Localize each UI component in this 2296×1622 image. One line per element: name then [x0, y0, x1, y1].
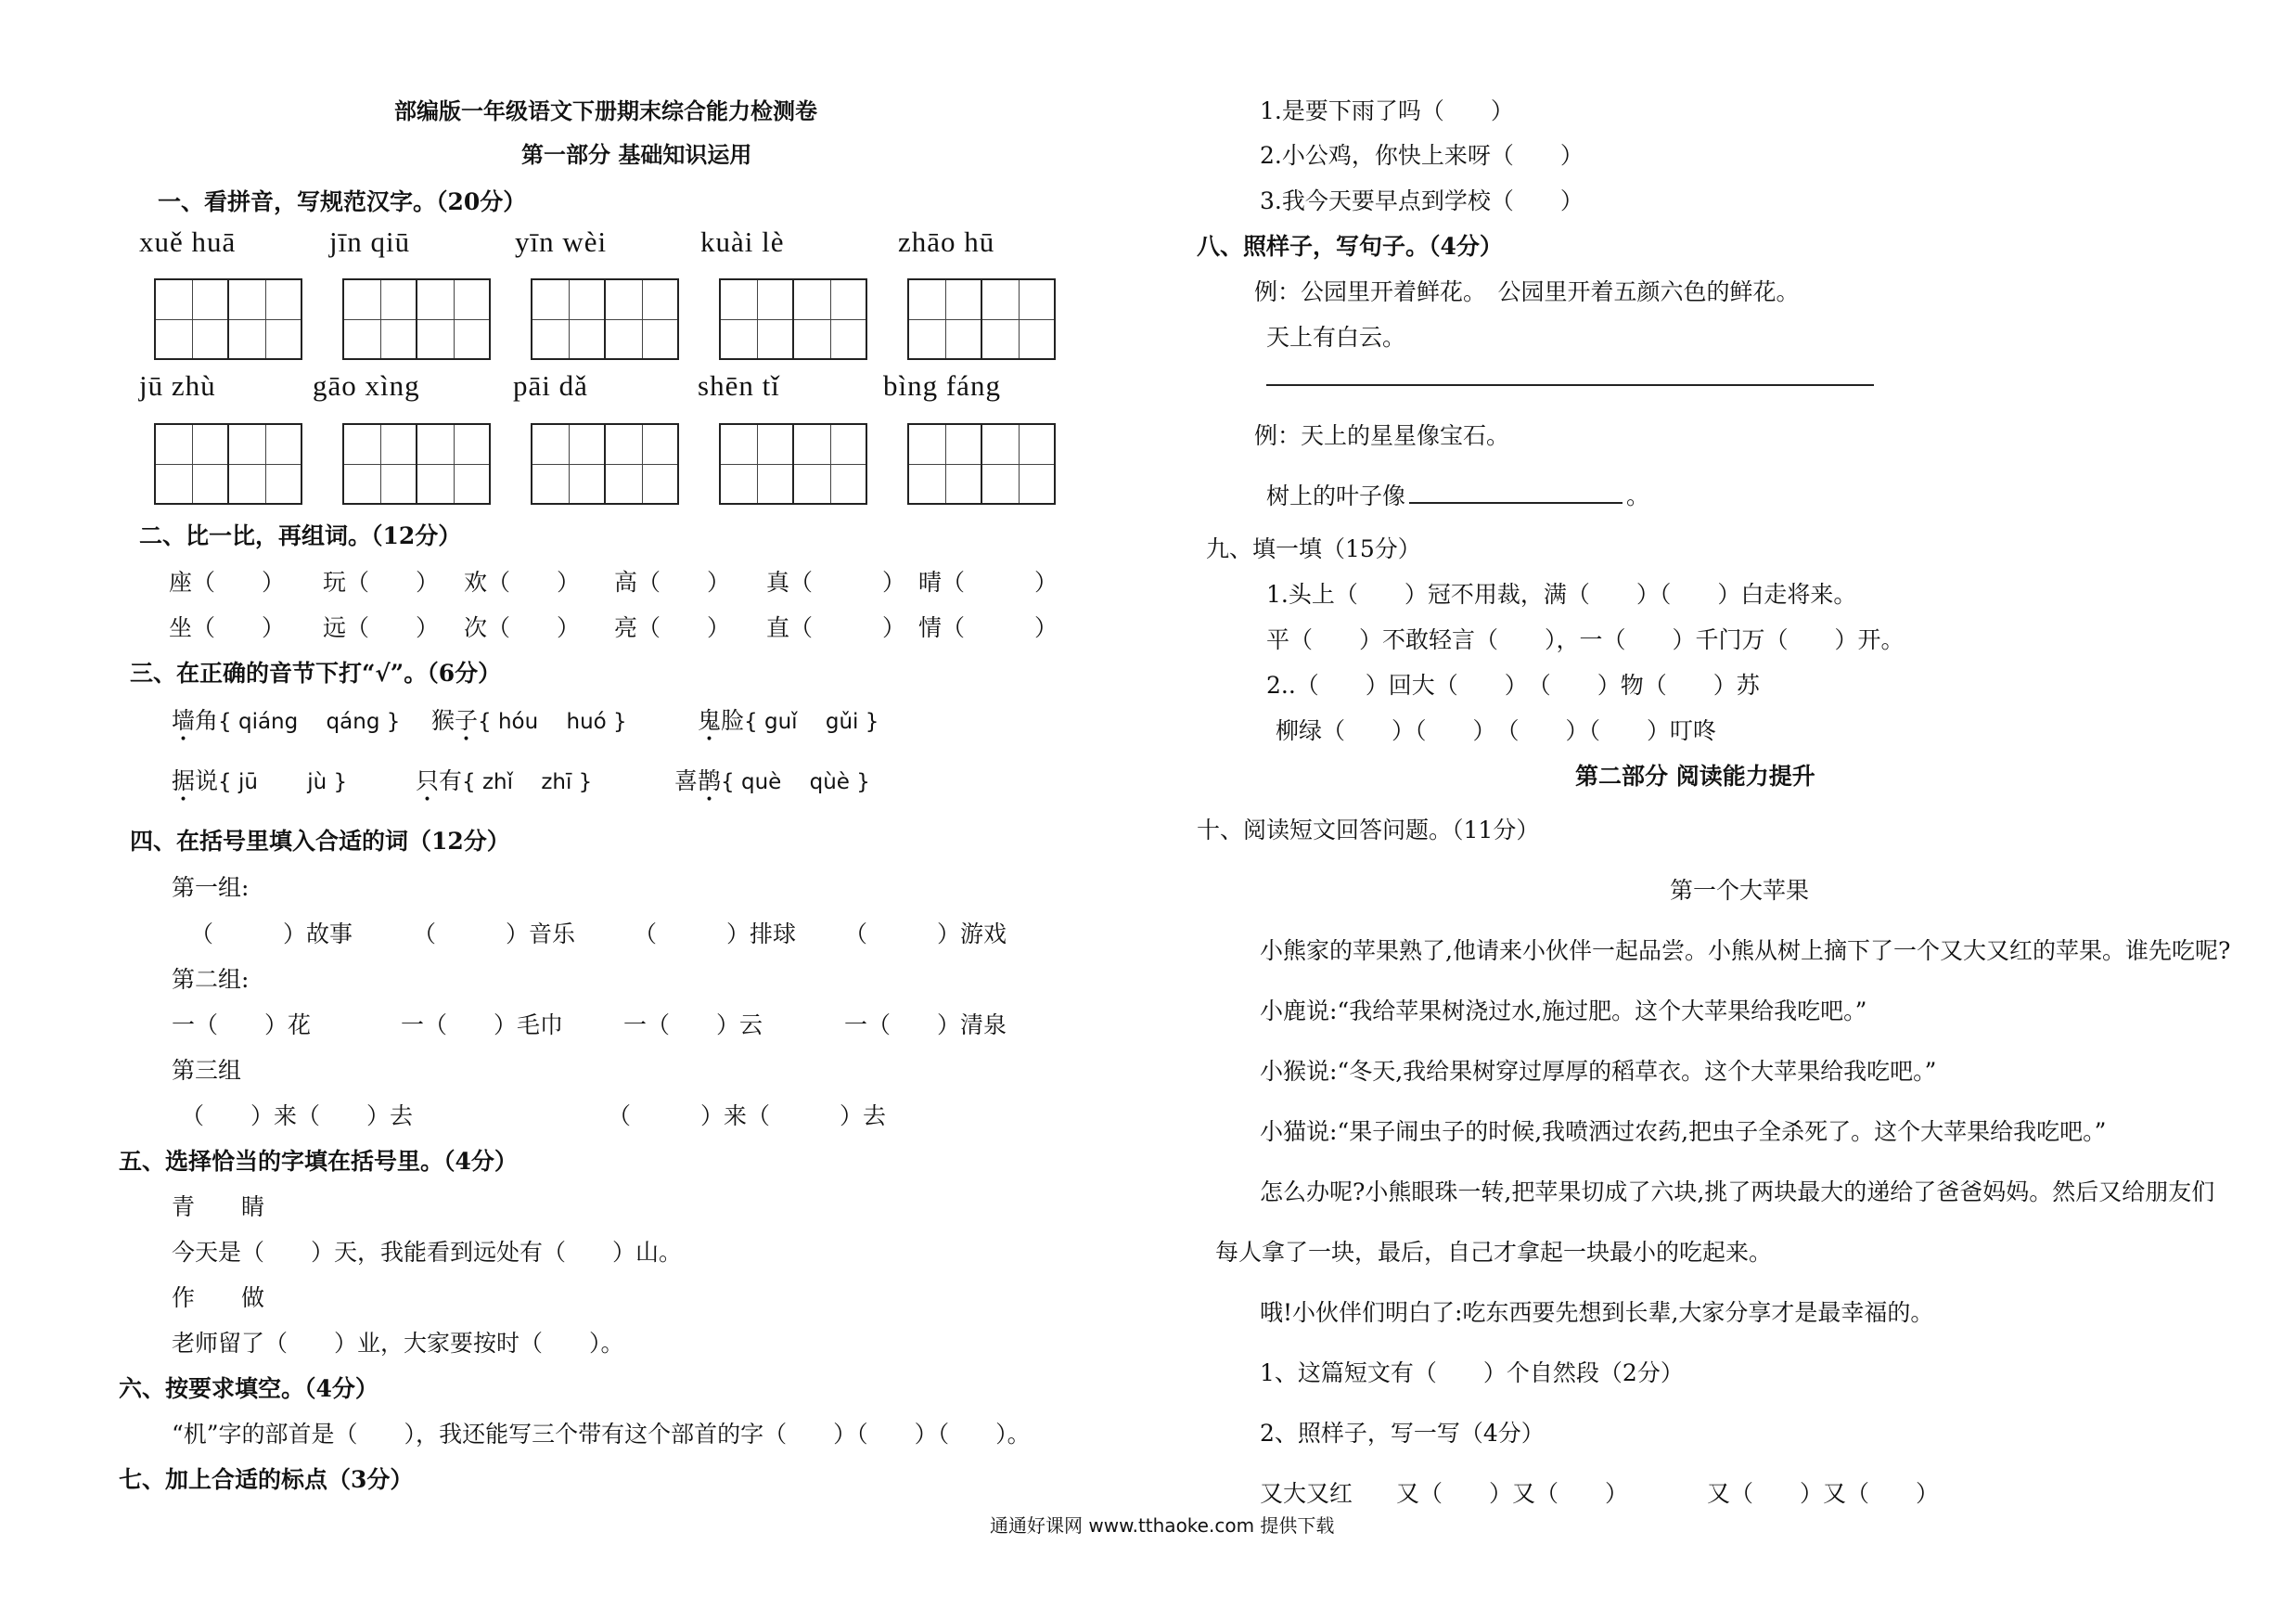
pinyin-label: yīn wèi: [515, 225, 608, 258]
fill-item: 一（ ）花: [172, 1011, 312, 1038]
pinyin-label: jīn qiū: [329, 225, 411, 258]
compare-item: 直（ ）: [766, 614, 906, 641]
writing-grid[interactable]: [531, 278, 677, 360]
writing-grid[interactable]: [907, 278, 1054, 360]
compare-item: 真（ ）: [766, 569, 906, 596]
writing-grid[interactable]: [719, 278, 866, 360]
poem-line: 1.头上（ ）冠不用裁，满（ ）（ ）白走将来。: [1266, 581, 1857, 608]
compare-item: 情（ ）: [918, 614, 1058, 641]
section-2-heading: 二、比一比，再组词。（12分）: [139, 522, 462, 549]
part-one-title: 第一部分 基础知识运用: [521, 141, 752, 168]
sentence: 老师留了（ ）业，大家要按时（ ）。: [172, 1330, 624, 1357]
compare-item: 晴（ ）: [918, 569, 1058, 596]
pinyin-label: pāi dǎ: [513, 369, 588, 402]
fill-item: 又（ ）又（ ）: [1707, 1480, 1940, 1507]
answer-line[interactable]: [1409, 502, 1623, 504]
fill-item: （ ）排球: [634, 920, 797, 947]
sentence: 天上有白云。: [1266, 324, 1406, 351]
fill-item: （ ）音乐: [413, 920, 576, 947]
writing-grid[interactable]: [154, 278, 301, 360]
story-paragraph: 小猫说:“果子闹虫子的时候,我喷洒过农药,把虫子全杀死了。这个大苹果给我吃吧。”: [1260, 1118, 2107, 1145]
syllable-item: 鬼脸{ guǐ gǔi }: [698, 707, 879, 734]
syllable-item: 墙角{ qiáng qáng }: [172, 707, 401, 734]
section-9-heading: 九、填一填（15分）: [1206, 535, 1421, 562]
fill-item: （ ）来（ ）去: [608, 1102, 887, 1129]
story-paragraph: 怎么办呢?小熊眼珠一转,把苹果切成了六块,挑了两块最大的递给了爸爸妈妈。然后又给朋友们: [1260, 1178, 2215, 1205]
syllable-item: 据说{ jū jù }: [172, 767, 348, 794]
example-phrase: 又大又红: [1260, 1480, 1353, 1507]
writing-grid[interactable]: [342, 423, 489, 505]
section-5-heading: 五、选择恰当的字填在括号里。（4分）: [119, 1148, 518, 1175]
writing-grid[interactable]: [907, 423, 1054, 505]
pinyin-label: zhāo hū: [898, 225, 995, 258]
compare-item: 玩（ ）: [323, 569, 440, 596]
group-label: 第二组:: [172, 966, 250, 993]
poem-line: 柳绿（ ）（ ） （ ）（ ）叮咚: [1276, 717, 1717, 744]
fill-item: （ ）来（ ）去: [181, 1102, 414, 1129]
compare-item: 远（ ）: [323, 614, 440, 641]
fill-item: 一（ ）云: [623, 1011, 763, 1038]
compare-item: 亮（ ）: [614, 614, 731, 641]
pinyin-label: gāo xìng: [313, 369, 420, 402]
compare-item: 次（ ）: [464, 614, 581, 641]
compare-item: 欢（ ）: [464, 569, 581, 596]
punctuation-item: 2.小公鸡，你快上来呀（ ）: [1260, 142, 1584, 169]
part-two-title: 第二部分 阅读能力提升: [1575, 763, 1815, 790]
answer-line[interactable]: [1266, 384, 1874, 386]
poem-line: 2..（ ）回大（ ） （ ）物（ ）苏: [1266, 672, 1760, 699]
punctuation-item: 3.我今天要早点到学校（ ）: [1260, 187, 1584, 214]
pinyin-label: xuě huā: [139, 225, 237, 258]
fill-item: （ ）故事: [190, 920, 353, 947]
pinyin-label: jū zhù: [139, 369, 216, 402]
group-label: 第三组: [172, 1057, 242, 1084]
story-paragraph: 小熊家的苹果熟了,他请来小伙伴一起品尝。小熊从树上摘下了一个又大又红的苹果。谁先吃呢?: [1260, 937, 2231, 964]
section-8-heading: 八、照样子，写句子。（4分）: [1197, 233, 1503, 260]
writing-grid[interactable]: [154, 423, 301, 505]
section-7-heading: 七、加上合适的标点（3分）: [119, 1466, 414, 1493]
sentence: 树上的叶子像 。: [1266, 483, 1650, 509]
compare-item: 座（ ）: [169, 569, 286, 596]
fill-item: 一（ ）清泉: [844, 1011, 1007, 1038]
story-paragraph: 哦!小伙伴们明白了:吃东西要先想到长辈,大家分享才是最幸福的。: [1260, 1299, 1934, 1326]
example-sentence: 例：公园里开着鲜花。 公园里开着五颜六色的鲜花。: [1254, 278, 1800, 305]
pinyin-label: bìng fáng: [883, 369, 1001, 402]
compare-item: 高（ ）: [614, 569, 731, 596]
exam-title: 部编版一年级语文下册期末综合能力检测卷: [394, 97, 817, 124]
writing-grid[interactable]: [531, 423, 677, 505]
fill-item: （ ）游戏: [844, 920, 1007, 947]
sentence: “机”字的部首是（ ），我还能写三个带有这个部首的字（ ）（ ）（ ）。: [172, 1421, 1031, 1448]
pinyin-label: shēn tǐ: [698, 369, 780, 402]
char-choices: 作 做: [172, 1284, 265, 1311]
section-3-heading: 三、在正确的音节下打“√”。（6分）: [130, 660, 502, 687]
group-label: 第一组:: [172, 874, 250, 901]
section-1-heading: 一、看拼音，写规范汉字。（20分）: [158, 188, 527, 215]
story-paragraph: 小猴说:“冬天,我给果树穿过厚厚的稻草衣。这个大苹果给我吃吧。”: [1260, 1058, 1937, 1085]
compare-item: 坐（ ）: [169, 614, 286, 641]
writing-grid[interactable]: [719, 423, 866, 505]
char-choices: 青 睛: [172, 1193, 265, 1220]
section-10-heading: 十、阅读短文回答问题。（11分）: [1197, 817, 1540, 843]
story-paragraph: 每人拿了一块，最后，自己才拿起一块最小的吃起来。: [1215, 1239, 1773, 1266]
footer-text: 通通好课网 www.tthaoke.com 提供下载: [990, 1514, 1335, 1537]
question: 1、这篇短文有（ ）个自然段（2分）: [1260, 1359, 1684, 1386]
fill-item: 一（ ）毛巾: [401, 1011, 564, 1038]
story-title: 第一个大苹果: [1670, 877, 1810, 904]
question: 2、照样子，写一写（4分）: [1260, 1420, 1545, 1447]
fill-item: 又（ ）又（ ）: [1396, 1480, 1629, 1507]
poem-line: 平（ ）不敢轻言（ ），一（ ）千门万（ ）开。: [1266, 626, 1905, 653]
example-sentence: 例：天上的星星像宝石。: [1254, 422, 1510, 449]
syllable-item: 猴子{ hóu huó }: [431, 707, 627, 734]
syllable-item: 只有{ zhǐ zhī }: [416, 767, 593, 794]
sentence: 今天是（ ）天，我能看到远处有（ ）山。: [172, 1239, 683, 1266]
syllable-item: 喜鹊{ què qùè }: [674, 767, 870, 794]
section-6-heading: 六、按要求填空。（4分）: [119, 1375, 378, 1402]
story-paragraph: 小鹿说:“我给苹果树浇过水,施过肥。这个大苹果给我吃吧。”: [1260, 998, 1867, 1024]
pinyin-label: kuài lè: [700, 225, 785, 258]
writing-grid[interactable]: [342, 278, 489, 360]
section-4-heading: 四、在括号里填入合适的词（12分）: [130, 828, 510, 855]
punctuation-item: 1.是要下雨了吗（ ）: [1260, 97, 1514, 124]
